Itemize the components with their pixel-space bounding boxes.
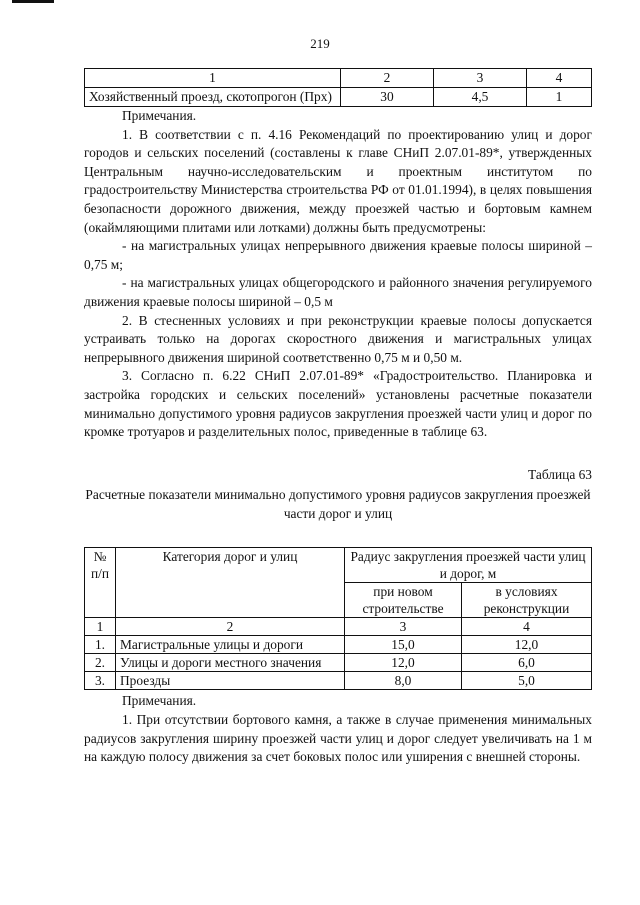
table-cell: 12,0 xyxy=(462,636,592,654)
table-cell: 5,0 xyxy=(462,672,592,690)
table-cell: 1 xyxy=(527,88,592,107)
paragraph: - на магистральных улицах общегородского и районного значения регулируемого движения краевые полосы шириной – 0,5 м xyxy=(84,275,592,309)
table-cell: 6,0 xyxy=(462,654,592,672)
table-cell: 30 xyxy=(341,88,434,107)
table-cell: 8,0 xyxy=(345,672,462,690)
table-cell: 4 xyxy=(462,618,592,636)
header-radius: Радиус закругления проезжей части улиц и дорог, м xyxy=(345,548,592,583)
table-top xyxy=(84,68,592,107)
paragraph: - на магистральных улицах непрерывного движения краевые полосы шириной – 0,75 м; xyxy=(84,238,592,272)
table-number-row xyxy=(85,618,592,636)
table-header-row xyxy=(85,69,592,88)
table-cell: 4,5 xyxy=(434,88,527,107)
page-number: 219 xyxy=(310,36,330,51)
paragraph: 1. В соответствии с п. 4.16 Рекомендаций по проектированию улиц и дорог городов и сельских поселений (составлены к главе СНиП 2.07.01-89*, утвержденных Центральным научно-исследовательским и проектным институтом по градостроительству Министерства строительства РФ от 01.01.1994), в целях повышения безопасности дорожного движения, между проезжей частью и бортовым камнем (окаймляющими плитами или лотками) должны быть предусмотрены: xyxy=(84,126,592,235)
table-cell: 2. xyxy=(85,654,116,672)
table-cell: Проезды xyxy=(116,672,345,690)
header-new: при новом строительстве xyxy=(345,583,462,618)
table-cell: Хозяйственный проезд, скотопрогон (Прх) xyxy=(85,88,341,107)
table-cell: 12,0 xyxy=(345,654,462,672)
table-cell: 3 xyxy=(434,69,527,88)
table-cell: 1 xyxy=(85,69,341,88)
table-row xyxy=(85,636,592,654)
table-row xyxy=(85,654,592,672)
paragraph: 1. При отсутствии бортового камня, а также в случае применения минимальных радиусов закругления ширину проезжей части улиц и дорог следует увеличивать на 1 м на каждую полосу движения за счет боковых полос или уширения с внешней стороны. xyxy=(84,712,592,765)
header-number: № п/п xyxy=(85,548,116,618)
table-header-row xyxy=(85,548,592,583)
table-cell: 15,0 xyxy=(345,636,462,654)
table-label: Таблица 63 xyxy=(528,466,592,482)
table-cell: 1. xyxy=(85,636,116,654)
paragraph: 2. В стесненных условиях и при реконструкции краевые полосы допускается устраивать только на дорогах скоростного движения и магистральных улицах непрерывного движения шириной соответственно 0,75 м и 0,50 м. xyxy=(84,312,592,365)
table-cell: Магистральные улицы и дороги xyxy=(116,636,345,654)
table-cell: 1 xyxy=(85,618,116,636)
table-row xyxy=(85,672,592,690)
paragraph: 3. Согласно п. 6.22 СНиП 2.07.01-89* «Градостроительство. Планировка и застройка городских и сельских поселений» установлены расчетные показатели минимально допустимого уровня радиусов закругления проезжей части улиц и дорог по кромке тротуаров и разделительных полос, приведенные в таблице 63. xyxy=(84,368,592,440)
header-recon: в условиях реконструкции xyxy=(462,583,592,618)
top-rule xyxy=(12,0,54,3)
header-category: Категория дорог и улиц xyxy=(116,548,345,618)
table-cell: 4 xyxy=(527,69,592,88)
notes-title: Примечания. xyxy=(122,108,197,123)
table-cell: 2 xyxy=(116,618,345,636)
notes-title: Примечания. xyxy=(122,693,197,709)
table-cell: 3. xyxy=(85,672,116,690)
table-63 xyxy=(84,547,592,690)
table-cell: 3 xyxy=(345,618,462,636)
table-cell: 2 xyxy=(341,69,434,88)
table-cell: Улицы и дороги местного значения xyxy=(116,654,345,672)
table-row xyxy=(85,88,592,107)
table-title: Расчетные показатели минимально допустимого уровня радиусов закругления проезжей части дорог и улиц xyxy=(85,487,591,521)
document-page xyxy=(84,68,592,767)
